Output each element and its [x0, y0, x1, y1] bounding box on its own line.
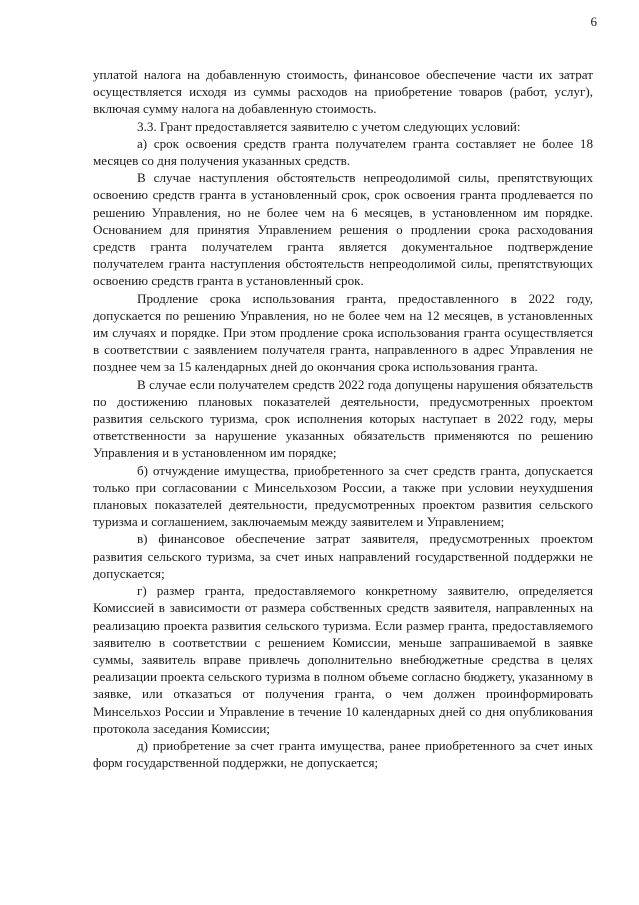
paragraph-continuation: уплатой налога на добавленную стоимость, финансовое обеспечение части их затрат осуществляется исходя из суммы расходов на приобретение товаров (работ, услуг), включая сумму налога на добавленную стоимость.: [93, 67, 593, 117]
paragraph-item-a: а) срок освоения средств гранта получателем гранта составляет не более 18 месяцев со дня получения указанных средств.: [93, 135, 593, 169]
paragraph-force-majeure: В случае наступления обстоятельств непреодолимой силы, препятствующих освоению средств гранта в установленный срок, срок освоения гранта продлевается по решению Управления, но не более чем на 6 месяцев, в установленном им порядке. Основанием для принятия Управлением решения о продлении срока расходования средств гранта получателем гранта является документальное подтверждение получателем гранта наступления обстоятельств непреодолимой силы, препятствующих освоению средств гранта в установленный срок.: [93, 170, 593, 289]
document-body: [93, 66, 593, 771]
page-number: 6: [590, 14, 597, 29]
paragraph-item-v: в) финансовое обеспечение затрат заявителя, предусмотренных проектом развития сельского туризма, за счет иных направлений государственной поддержки не допускается;: [93, 531, 593, 581]
paragraph-item-b: б) отчуждение имущества, приобретенного за счет средств гранта, допускается только при согласовании с Минсельхозом России, а также при условии неухудшения плановых показателей деятельности, предусмотренных проектом развития сельского туризма и соглашением, заключаемым между заявителем и Управлением;: [93, 462, 593, 530]
paragraph-extension-2022: Продление срока использования гранта, предоставленного в 2022 году, допускается по решению Управления, но не более чем на 12 месяцев, в установленных им случаях и порядке. При этом продление срока использования гранта осуществляется в соответствии с заявлением получателя гранта, направленного в адрес Управления не позднее чем за 15 календарных дней до окончания срока использования гранта.: [93, 290, 593, 375]
paragraph-clause-3-3: 3.3. Грант предоставляется заявителю с учетом следующих условий:: [137, 118, 521, 134]
paragraph-item-d: д) приобретение за счет гранта имущества, ранее приобретенного за счет иных форм государственной поддержки, не допускается;: [93, 737, 593, 771]
paragraph-item-g: г) размер гранта, предоставляемого конкретному заявителю, определяется Комиссией в зависимости от размера собственных средств заявителя, направленных на реализацию проекта развития сельского туризма. Если размер гранта, предоставляемого заявителю в соответствии с решением Комиссии, меньше запрашиваемой в заявке суммы, заявитель вправе привлечь дополнительно внебюджетные средства в целях реализации проекта сельского туризма в полном объеме согласно бюджету, указанному в заявке, или отказаться от получения гранта, о чем должен проинформировать Минсельхоз России и Управление в течение 10 календарных дней со дня опубликования протокола заседания Комиссии;: [93, 583, 593, 736]
paragraph-violations-2022: В случае если получателем средств 2022 года допущены нарушения обязательств по достижению плановых показателей деятельности, предусмотренных проектом развития сельского туризма, срок исполнения которых наступает в 2022 году, меры ответственности за нарушение указанных обязательств применяются по решению Управления и в установленном им порядке;: [93, 376, 593, 461]
